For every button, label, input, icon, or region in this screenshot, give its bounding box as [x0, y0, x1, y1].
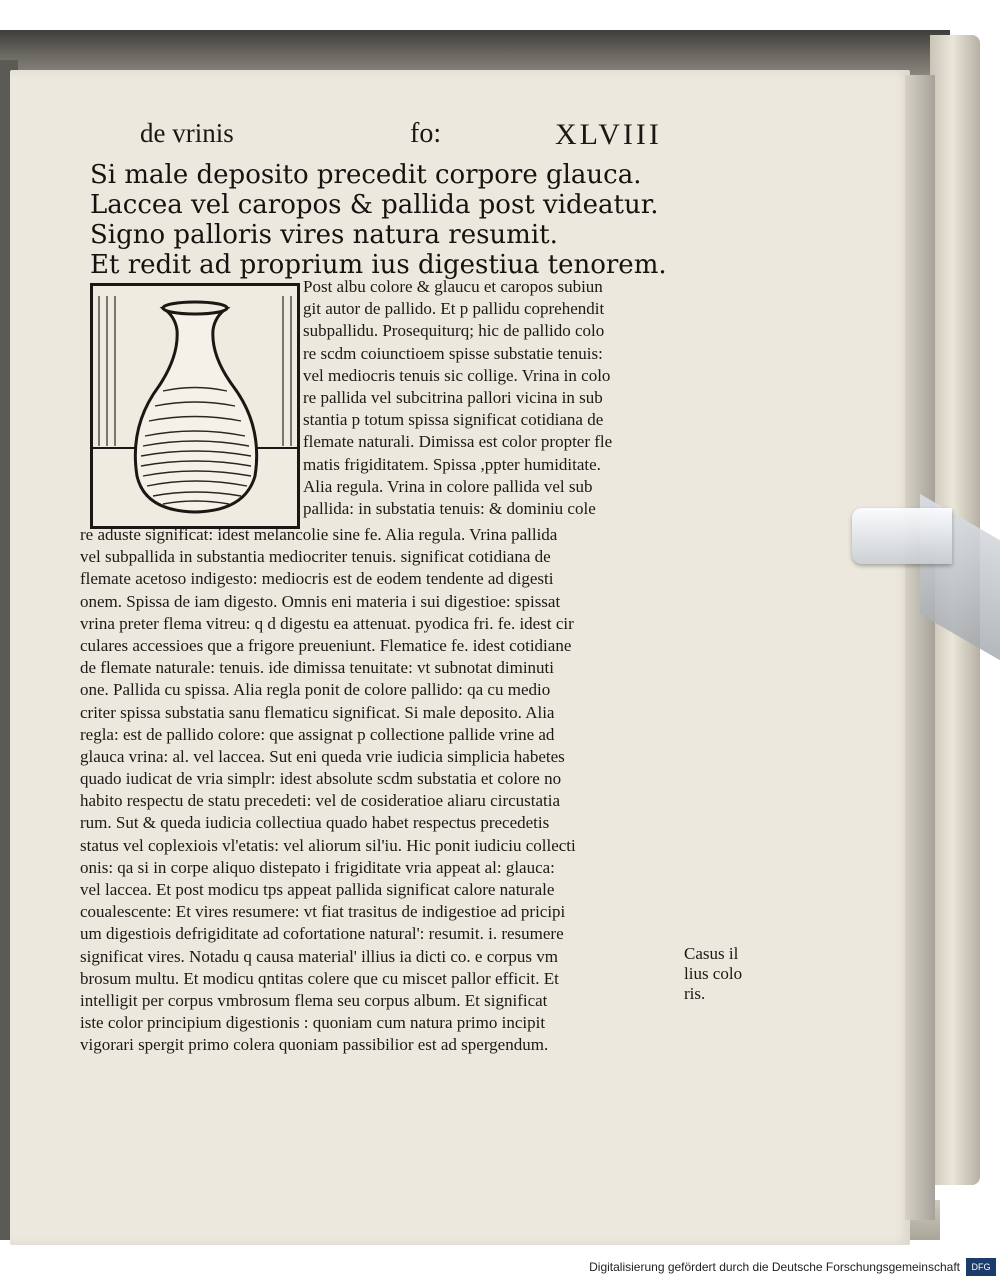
text-line: re scdm coiunctioem spisse substatie tenuis:: [303, 343, 603, 363]
text-line: pallida: in substatia tenuis: & dominiu cole: [303, 498, 596, 518]
urine-flask-woodcut: [90, 283, 300, 529]
text-line: status vel coplexiois vl'etatis: vel aliorum sil'iu. Hic ponit iudiciu collecti: [80, 835, 576, 855]
text-line: git autor de pallido. Et p pallidu coprehendit: [303, 299, 605, 319]
text-line: matis frigiditatem. Spissa ,ppter humiditate.: [303, 454, 601, 474]
text-line: onis: qa si in corpe aliquo distepato i frigiditate vria appeat al: glauca:: [80, 857, 555, 877]
verse-line: Laccea vel caropos & pallida post videatur.: [90, 190, 659, 220]
verse-line: Si male deposito precedit corpore glauca.: [90, 160, 642, 190]
text-line: re pallida vel subcitrina pallori vicina in sub: [303, 387, 603, 407]
flask-illustration: [93, 286, 297, 526]
digitization-footer: [0, 1254, 1000, 1280]
marginal-note-line: lius colo: [684, 964, 743, 983]
verse-line: Signo palloris vires natura resumit.: [90, 220, 558, 250]
funding-credit: Digitalisierung gefördert durch die Deutsche Forschungsgemeinschaft: [589, 1260, 960, 1274]
text-line: onem. Spissa de iam digesto. Omnis eni materia i sui digestioe: spissat: [80, 591, 561, 611]
commentary-beside-woodcut: [303, 276, 688, 520]
text-line: de flemate naturale: tenuis. ide dimissa tenuitate: vt subnotat diminuti: [80, 658, 554, 678]
folio-number: XLVIII: [555, 118, 662, 151]
text-line: vrina preter flema vitreu: q d digestu ea attenuat. pyodica fri. fe. idest cir: [80, 613, 574, 633]
marginal-note: [684, 944, 764, 1004]
dfg-logo: DFG: [966, 1258, 996, 1276]
text-line: flemate acetoso indigesto: mediocris est de eodem tendente ad digesti: [80, 569, 554, 589]
text-line: criter spissa substatia sanu flematicu significat. Si male deposito. Alia: [80, 702, 555, 722]
text-line: intelligit per corpus vmbrosum flema seu corpus album. Et significat: [80, 990, 548, 1010]
text-line: brosum multu. Et modicu qntitas colere que cu miscet pallor efficit. Et: [80, 968, 559, 988]
text-line: iste color principium digestionis : quoniam cum natura primo incipit: [80, 1013, 546, 1033]
text-line: rum. Sut & queda iudicia collectiua quado habet respectus precedetis: [80, 813, 550, 833]
verse-block: [90, 160, 690, 280]
text-line: vigorari spergit primo colera quoniam passibilior est ad spergendum.: [80, 1035, 549, 1055]
text-line: vel mediocris tenuis sic collige. Vrina in colo: [303, 365, 611, 385]
text-line: flemate naturali. Dimissa est color propter fle: [303, 432, 613, 452]
text-line: culares accessioes que a frigore preueniunt. Flematice fe. idest cotidiane: [80, 635, 572, 655]
text-line: stantia p totum spissa significat cotidiana de: [303, 410, 604, 430]
text-line: regla: est de pallido colore: que assignat p collectione pallide vrine ad: [80, 724, 555, 744]
marginal-note-line: ris.: [684, 984, 706, 1003]
verse-line: Et redit ad proprium ius digestiua tenorem.: [90, 250, 667, 280]
text-line: coualescente: Et vires resumere: vt fiat trasitus de indigestioe ad pricipi: [80, 902, 566, 922]
text-line: subpallidu. Prosequiturq; hic de pallido colo: [303, 321, 605, 341]
text-line: vel laccea. Et post modicu tps appeat pallida significat calore naturale: [80, 880, 555, 899]
bookmark-strip: [852, 508, 952, 564]
folio-label: fo:: [410, 118, 442, 149]
text-line: re aduste significat: idest melancolie sine fe. Alia regula. Vrina pallida: [80, 525, 558, 544]
running-header: [140, 118, 680, 158]
running-title: de vrinis: [140, 118, 234, 148]
text-line: significat vires. Notadu q causa material' illius ia dicti co. e corpus vm: [80, 946, 558, 966]
text-line: one. Pallida cu spissa. Alia regla ponit de colore pallido: qa cu medio: [80, 680, 551, 700]
text-line: Alia regula. Vrina in colore pallida vel sub: [303, 476, 593, 496]
text-line: quado iudicat de vria simplr: idest absolute scdm substatia et colore no: [80, 769, 562, 789]
marginal-note-line: Casus il: [684, 944, 739, 963]
text-line: um digestiois defrigiditate ad cofortatione natural': resumit. i. resumere: [80, 924, 564, 944]
text-line: vel subpallida in substantia mediocriter tenuis. significat cotidiana de: [80, 547, 551, 567]
text-line: glauca vrina: al. vel laccea. Sut eni queda vrie iudicia simplicia habetes: [80, 746, 565, 766]
text-line: habito respectu de statu precedeti: vel de cosideratioe aliaru circustatia: [80, 791, 561, 811]
text-line: Post albu colore & glaucu et caropos subiun: [303, 277, 603, 296]
commentary-main: [80, 524, 690, 1057]
page-stack-right: [905, 75, 935, 1220]
